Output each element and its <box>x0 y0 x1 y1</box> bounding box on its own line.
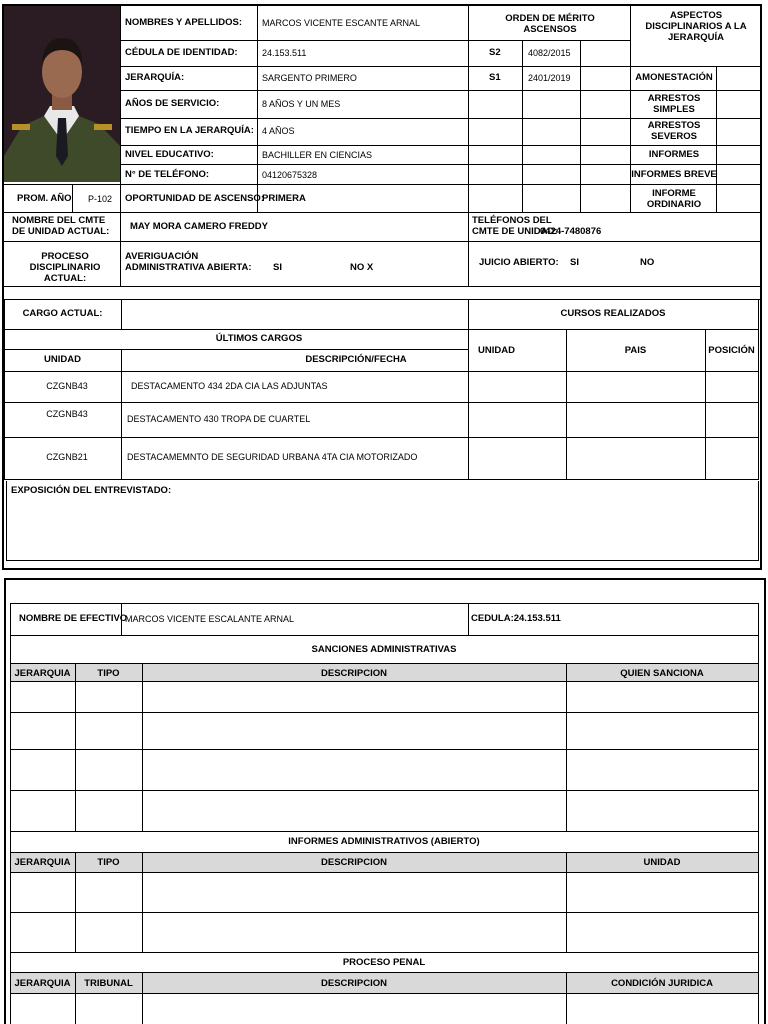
cmte-tel-label: TELÉFONOS DEL CMTE DE UNIDAD: <box>472 215 558 237</box>
ultimos-row-3-unidad: CZGNB21 <box>46 452 88 462</box>
sanciones-header-jerarquia: JERARQUIA <box>14 668 71 679</box>
disc-item-amonestacion: AMONESTACIÓN <box>635 72 713 83</box>
efectivo-label: NOMBRE DE EFECTIVO <box>19 613 128 624</box>
disc-item-arrestos-simples: ARRESTOS SIMPLES <box>647 93 701 115</box>
telefono-value: 04120675328 <box>262 170 318 180</box>
prom-ano-value: P-102 <box>88 194 113 204</box>
ultimos-row-3-desc: DESTACAMEMNTO DE SEGURIDAD URBANA 4TA CIA MOTORIZADO <box>127 452 418 462</box>
ultimos-header-descripcion: DESCRIPCIÓN/FECHA <box>305 354 407 365</box>
sanciones-header-descripcion: DESCRIPCION <box>321 668 387 679</box>
cursos-header-pais: PAIS <box>624 345 647 356</box>
nivel-educativo-value: BACHILLER EN CIENCIAS <box>262 150 373 160</box>
efectivo-cedula: CEDULA:24.153.511 <box>471 613 561 624</box>
efectivo-value: MARCOS VICENTE ESCALANTE ARNAL <box>125 614 295 624</box>
ultimos-cargos-title: ÚLTIMOS CARGOS <box>215 333 303 344</box>
disc-item-arrestos-severos: ARRESTOS SEVEROS <box>647 120 701 142</box>
informes-header-tipo: TIPO <box>97 857 120 868</box>
ultimos-header-unidad: UNIDAD <box>44 354 81 365</box>
merito-code-s1: S1 <box>489 72 501 83</box>
prom-ano-label: PROM. AÑO <box>17 193 72 204</box>
penal-header-tribunal: TRIBUNAL <box>84 978 133 989</box>
cursos-title: CURSOS REALIZADOS <box>560 308 666 319</box>
anos-servicio-label: AÑOS DE SERVICIO: <box>125 98 220 109</box>
averiguacion-label: AVERIGUACIÓN ADMINISTRATIVA ABIERTA: <box>125 251 252 273</box>
cedula-label: CÉDULA DE IDENTIDAD: <box>125 47 238 58</box>
person-photo-icon <box>4 6 120 182</box>
juicio-label: JUICIO ABIERTO: <box>479 257 559 268</box>
cursos-header-unidad: UNIDAD <box>478 345 515 356</box>
nombres-value: MARCOS VICENTE ESCANTE ARNAL <box>262 18 421 28</box>
cargo-actual-label: CARGO ACTUAL: <box>22 308 103 319</box>
informes-header-unidad: UNIDAD <box>643 857 681 868</box>
nivel-educativo-label: NIVEL EDUCATIVO: <box>125 149 214 160</box>
anos-servicio-value: 8 AÑOS Y UN MES <box>262 99 341 109</box>
disc-item-informes-breve: INFORMES BREVE <box>631 169 717 180</box>
sanciones-header-tipo: TIPO <box>97 668 120 679</box>
ultimos-row-2-desc: DESTACAMENTO 430 TROPA DE CUARTEL <box>127 414 311 424</box>
sanciones-header-quien: QUIEN SANCIONA <box>620 668 704 679</box>
cedula-value: 24.153.511 <box>262 48 307 58</box>
penal-header-descripcion: DESCRIPCION <box>321 978 387 989</box>
exposicion-textarea[interactable] <box>8 498 756 558</box>
cmte-label: NOMBRE DEL CMTE DE UNIDAD ACTUAL: <box>12 215 110 237</box>
averiguacion-no: NO X <box>350 262 374 273</box>
penal-header-condicion: CONDICIÓN JURIDICA <box>611 978 713 989</box>
ultimos-row-2-unidad: CZGNB43 <box>46 409 88 419</box>
ultimos-row-1-unidad: CZGNB43 <box>46 381 88 391</box>
tiempo-jerarquia-label: TIEMPO EN LA JERARQUÍA: <box>125 125 254 136</box>
merito-code-s2: S2 <box>489 47 501 58</box>
proceso-label: PROCESO DISCIPLINARIO ACTUAL: <box>29 251 101 284</box>
ultimos-row-1-desc: DESTACAMENTO 434 2DA CIA LAS ADJUNTAS <box>131 381 328 391</box>
informes-header-descripcion: DESCRIPCION <box>321 857 387 868</box>
disc-item-informe-ordinario: INFORME ORDINARIO <box>646 188 702 210</box>
exposicion-label: EXPOSICIÓN DEL ENTREVISTADO: <box>11 485 172 496</box>
jerarquia-value: SARGENTO PRIMERO <box>262 73 357 83</box>
juicio-si: SI <box>570 257 579 268</box>
cmte-value: MAY MORA CAMERO FREDDY <box>130 221 268 232</box>
jerarquia-label: JERARQUÍA: <box>125 72 185 83</box>
cmte-tel-value: 0424-7480876 <box>540 226 602 237</box>
aspectos-disciplinarios-title: ASPECTOS DISCIPLINARIOS A LA JERARQUÍA <box>645 10 747 43</box>
averiguacion-si: SI <box>273 262 282 273</box>
merito-value-s2: 4082/2015 <box>528 48 571 58</box>
informes-header-jerarquia: JERARQUIA <box>14 857 71 868</box>
disc-item-informes: INFORMES <box>648 149 700 160</box>
penal-header-jerarquia: JERARQUIA <box>14 978 71 989</box>
juicio-no: NO <box>640 257 655 268</box>
telefono-label: N° DE TELÉFONO: <box>125 169 210 180</box>
profile-photo <box>4 6 120 182</box>
oportunidad-value: PRIMERA <box>262 193 306 204</box>
oportunidad-label: OPORTUNIDAD DE ASCENSO: <box>125 193 264 204</box>
cursos-header-posicion: POSICIÓN <box>708 345 755 356</box>
tiempo-jerarquia-value: 4 AÑOS <box>262 126 295 136</box>
orden-merito-title: ORDEN DE MÉRITO ASCENSOS <box>505 13 595 35</box>
sanciones-title: SANCIONES ADMINISTRATIVAS <box>311 644 457 655</box>
penal-title: PROCESO PENAL <box>342 957 426 968</box>
informes-title: INFORMES ADMINISTRATIVOS (ABIERTO) <box>288 836 480 847</box>
nombres-label: NOMBRES Y APELLIDOS: <box>125 17 243 28</box>
merito-value-s1: 2401/2019 <box>528 73 571 83</box>
